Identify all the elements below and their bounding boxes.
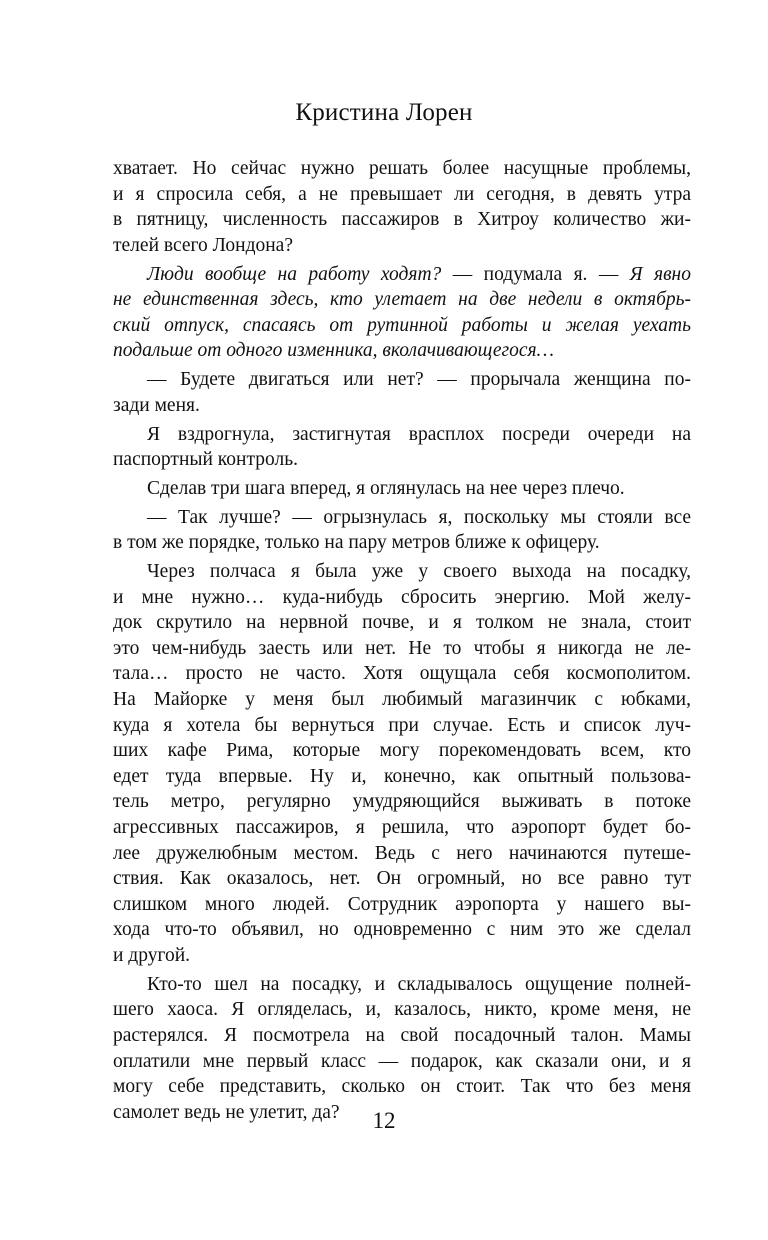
italic-text: Я явно	[629, 263, 691, 285]
text-line: в том же порядке, только на пару метров ближе к офицеру.	[113, 532, 600, 554]
text-line: зади меня.	[113, 394, 200, 416]
text-line: ствия. Как оказалось, нет. Он огромный, но все равно тут	[113, 868, 691, 890]
text-line: тель метро, регулярно умудряющийся выживать в потоке	[113, 791, 691, 813]
roman-text: — подумала я. —	[441, 263, 630, 285]
text-line: лее дружелюбным местом. Ведь с него начинаются путеше-	[113, 842, 691, 864]
text-line: хода что-то объявил, но одновременно с ним это же сделал	[113, 919, 691, 941]
paragraph	[113, 505, 691, 556]
paragraph	[113, 422, 691, 473]
text-line	[113, 262, 691, 288]
paragraph	[113, 972, 691, 1126]
text-line: куда я хотела бы вернуться при случае. Есть и список луч-	[113, 714, 691, 736]
text-line: хватает. Но сейчас нужно решать более насущные проблемы,	[113, 158, 691, 179]
text-line: — Будете двигаться или нет? — прорычала женщина по-	[147, 369, 691, 391]
text-line: Кто-то шел на посадку, и складывалось ощущение полней-	[147, 973, 691, 995]
paragraph	[113, 367, 691, 418]
text-line: и я спросила себя, а не превышает ли сегодня, в девять утра	[113, 183, 691, 205]
body-text	[113, 156, 691, 1128]
italic-text: Люди вообще на работу ходят?	[147, 263, 442, 285]
text-line: Сделав три шага вперед, я оглянулась на нее через плечо.	[147, 477, 625, 499]
text-line: самолет ведь не улетит, да?	[113, 1101, 340, 1123]
text-line: Через полчаса я была уже у своего выхода на посадку,	[147, 561, 691, 583]
page-number: 12	[372, 1108, 396, 1133]
text-line: шего хаоса. Я огляделась, и, казалось, никто, кроме меня, не	[113, 999, 691, 1021]
text-line: Я вздрогнула, застигнутая врасплох посреди очереди на	[147, 423, 691, 445]
text-line: в пятницу, численность пассажиров в Хитроу количество жи-	[113, 209, 691, 231]
text-line: агрессивных пассажиров, я решила, что аэропорт будет бо-	[113, 816, 691, 838]
text-line: едет туда впервые. Ну и, конечно, как опытный пользова-	[113, 765, 691, 787]
text-line: телей всего Лондона?	[113, 234, 293, 256]
paragraph	[113, 559, 691, 969]
text-line: подальше от одного изменника, вколачивающегося…	[113, 340, 554, 362]
running-title: Кристина Лорен	[295, 99, 473, 126]
text-line: растерялся. Я посмотрела на свой посадочный талон. Мамы	[113, 1024, 691, 1046]
text-line: На Майорке у меня был любимый магазинчик с юбками,	[113, 689, 691, 710]
paragraph	[113, 476, 691, 502]
text-line: это чем-нибудь заесть или нет. Не то чтобы я никогда не ле-	[113, 637, 691, 659]
text-line: паспортный контроль.	[113, 449, 298, 471]
text-line: ский отпуск, спасаясь от рутинной работы и желая уехать	[113, 314, 691, 336]
text-line: док скрутило на нервной почве, и я толком не знала, стоит	[113, 612, 691, 634]
text-line: слишком много людей. Сотрудник аэропорта у нашего вы-	[113, 893, 691, 915]
text-line: оплатили мне первый класс — подарок, как сказали они, и я	[113, 1050, 691, 1072]
text-line: не единственная здесь, кто улетает на две недели в октябрь-	[113, 289, 691, 311]
paragraph	[113, 262, 691, 364]
text-line: могу себе представить, сколько он стоит. Так что без меня	[113, 1076, 691, 1098]
text-line: и другой.	[113, 944, 191, 966]
paragraph	[113, 156, 691, 258]
text-line: и мне нужно… куда-нибудь сбросить энергию. Мой желу-	[113, 586, 691, 608]
text-line: тала… просто не часто. Хотя ощущала себя космополитом.	[113, 663, 691, 685]
text-line: — Так лучше? — огрызнулась я, поскольку мы стояли все	[147, 506, 691, 528]
text-line: ших кафе Рима, которые могу порекомендовать всем, кто	[113, 740, 691, 762]
